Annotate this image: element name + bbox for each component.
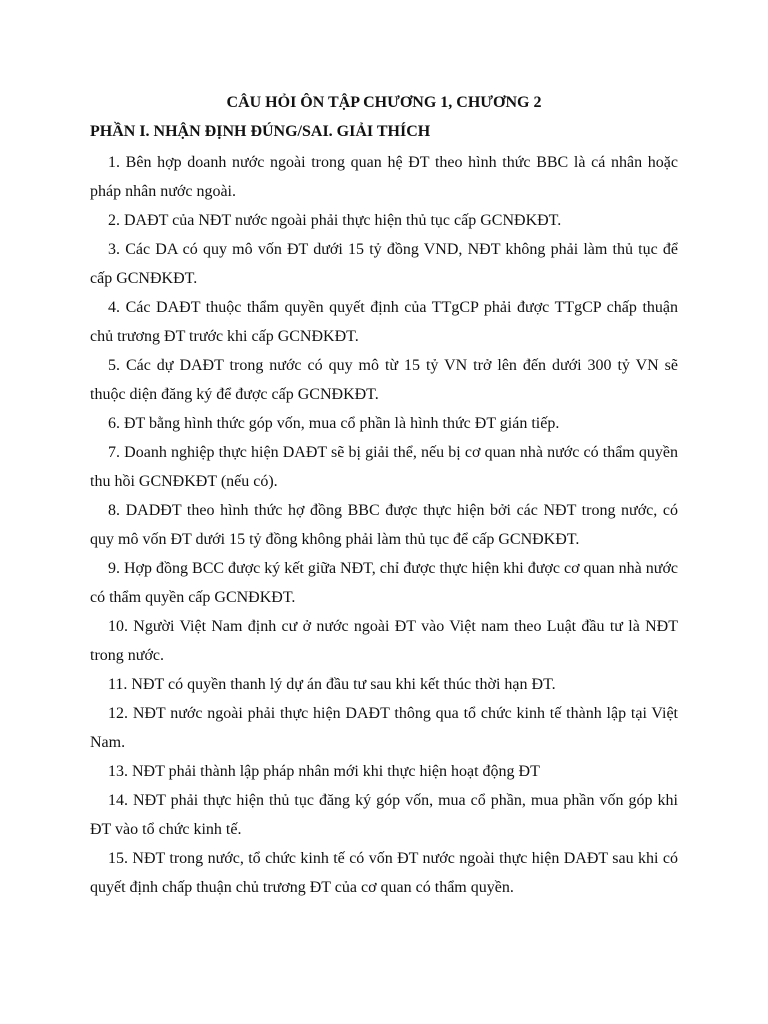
question-item: 7. Doanh nghiệp thực hiện DAĐT sẽ bị giải thể, nếu bị cơ quan nhà nước có thẩm quyền thu hồi GCNĐKĐT (nếu có). (90, 444, 678, 490)
question-item: 8. DADĐT theo hình thức hợ đồng BBC được thực hiện bởi các NĐT trong nước, có quy mô vốn ĐT dưới 15 tỷ đồng không phải làm thủ tục để cấp GCNĐKĐT. (90, 502, 678, 548)
question-item: 11. NĐT có quyền thanh lý dự án đầu tư sau khi kết thúc thời hạn ĐT. (108, 676, 556, 693)
question-item: 13. NĐT phải thành lập pháp nhân mới khi thực hiện hoạt động ĐT (108, 763, 540, 780)
question-item: 12. NĐT nước ngoài phải thực hiện DAĐT thông qua tổ chức kinh tế thành lập tại Việt Nam. (90, 705, 678, 751)
question-item: 4. Các DAĐT thuộc thẩm quyền quyết định của TTgCP phải được TTgCP chấp thuận chủ trương ĐT trước khi cấp GCNĐKĐT. (90, 299, 678, 345)
question-item: 3. Các DA có quy mô vốn ĐT dưới 15 tỷ đồng VND, NĐT không phải làm thủ tục để cấp GCNĐKĐT. (90, 241, 678, 287)
document-title: CÂU HỎI ÔN TẬP CHƯƠNG 1, CHƯƠNG 2 (226, 94, 542, 111)
question-item: 1. Bên hợp doanh nước ngoài trong quan hệ ĐT theo hình thức BBC là cá nhân hoặc pháp nhân nước ngoài. (90, 154, 678, 200)
question-item: 6. ĐT bằng hình thức góp vốn, mua cổ phần là hình thức ĐT gián tiếp. (108, 415, 560, 432)
question-item: 9. Hợp đồng BCC được ký kết giữa NĐT, chỉ được thực hiện khi được cơ quan nhà nước có thẩm quyền cấp GCNĐKĐT. (90, 560, 678, 606)
section-heading: PHẦN I. NHẬN ĐỊNH ĐÚNG/SAI. GIẢI THÍCH (90, 123, 431, 140)
question-item: 5. Các dự DAĐT trong nước có quy mô từ 15 tỷ VN trở lên đến dưới 300 tỷ VN sẽ thuộc diện đăng ký để được cấp GCNĐKĐT. (90, 357, 678, 403)
question-item: 10. Người Việt Nam định cư ở nước ngoài ĐT vào Việt nam theo Luật đầu tư là NĐT trong nước. (90, 618, 678, 664)
document-page (90, 90, 678, 902)
question-item: 14. NĐT phải thực hiện thủ tục đăng ký góp vốn, mua cổ phần, mua phần vốn góp khi ĐT vào tổ chức kinh tế. (90, 792, 678, 838)
question-item: 15. NĐT trong nước, tổ chức kinh tế có vốn ĐT nước ngoài thực hiện DAĐT sau khi có quyết định chấp thuận chủ trương ĐT của cơ quan có thẩm quyền. (90, 850, 678, 896)
question-item: 2. DAĐT của NĐT nước ngoài phải thực hiện thủ tục cấp GCNĐKĐT. (108, 212, 562, 229)
